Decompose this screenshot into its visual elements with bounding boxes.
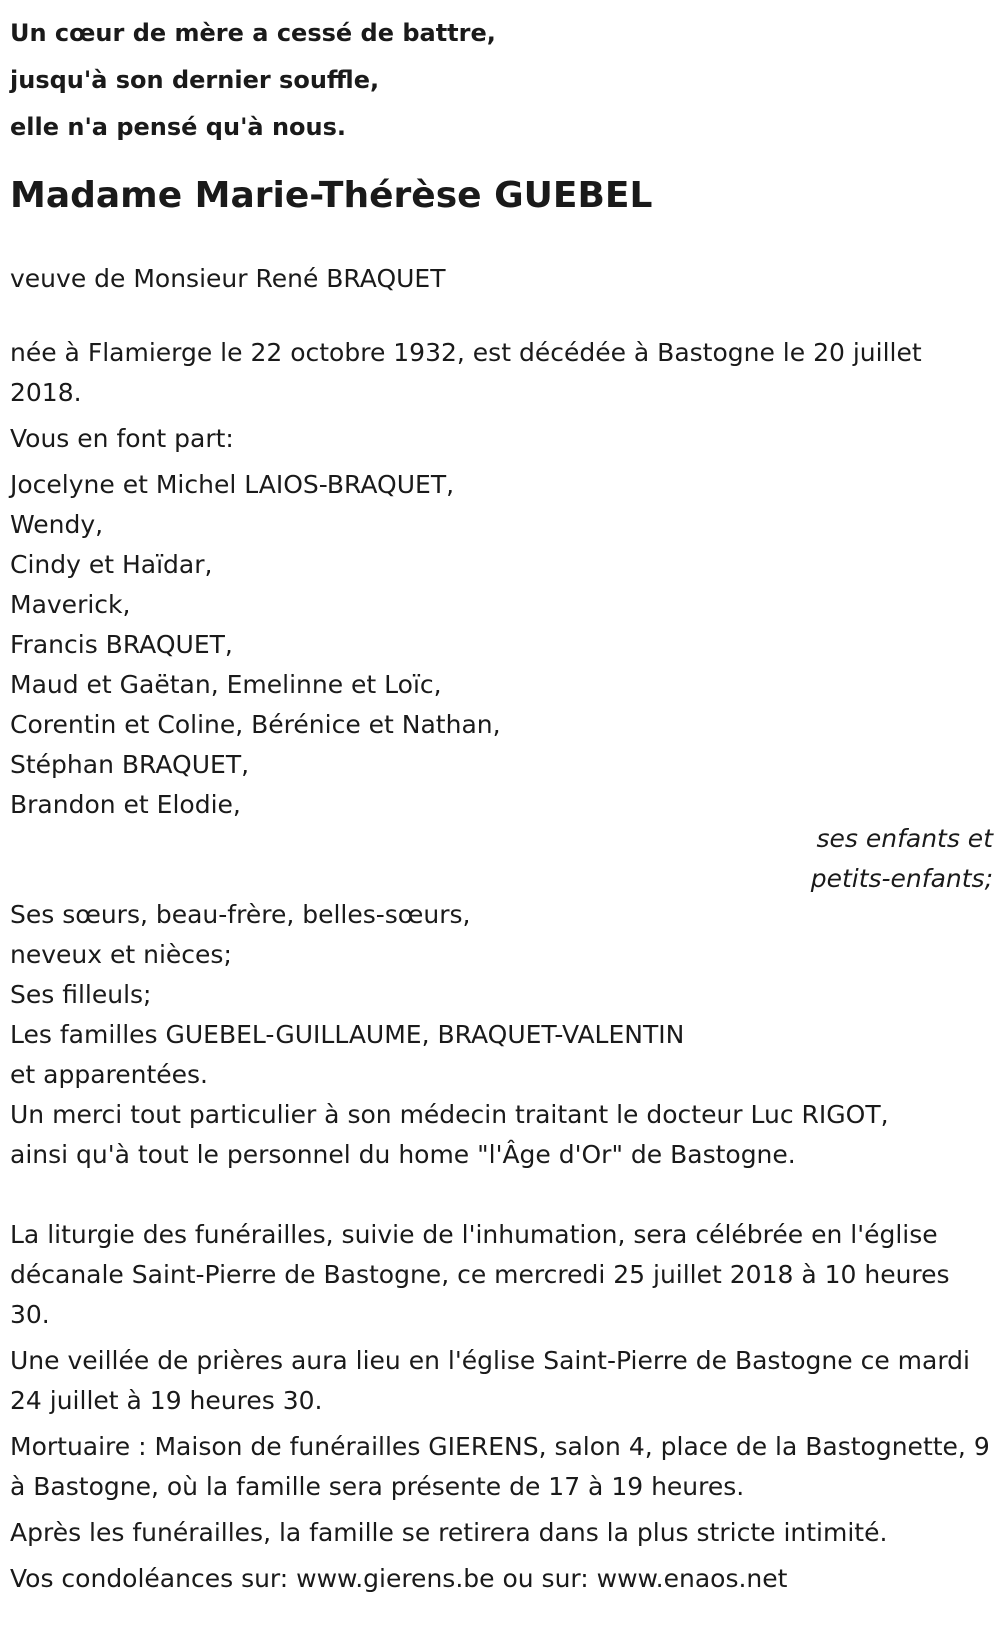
relation-line: petits-enfants; bbox=[810, 864, 993, 893]
epigraph bbox=[10, 10, 995, 151]
family-member: Brandon et Elodie, bbox=[10, 790, 241, 819]
family-member: Corentin et Coline, Bérénice et Nathan, bbox=[10, 710, 501, 739]
epigraph-line: jusqu'à son dernier souffle, bbox=[10, 66, 380, 94]
relation-line: ses enfants et bbox=[816, 824, 993, 853]
family-member: Francis BRAQUET, bbox=[10, 630, 233, 659]
thanks-line: ainsi qu'à tout le personnel du home "l'Âge d'Or" de Bastogne. bbox=[10, 1140, 796, 1169]
family-member: Jocelyne et Michel LAIOS-BRAQUET, bbox=[10, 470, 455, 499]
mortuary-info: Mortuaire : Maison de funérailles GIERENS, salon 4, place de la Bastognette, 9 à Bastogne, où la famille sera présente de 17 à 19 heures. bbox=[10, 1432, 990, 1501]
family-member: Cindy et Haïdar, bbox=[10, 550, 213, 579]
deceased-name: Madame Marie-Thérèse GUEBEL bbox=[10, 175, 653, 216]
relative-line: Ses filleuls; bbox=[10, 980, 152, 1009]
relative-line: et apparentées. bbox=[10, 1060, 208, 1089]
obituary-notice bbox=[10, 0, 995, 1599]
other-relatives bbox=[10, 895, 995, 1095]
relative-line: Les familles GUEBEL-GUILLAUME, BRAQUET-VALENTIN bbox=[10, 1020, 685, 1049]
relative-line: neveux et nièces; bbox=[10, 940, 232, 969]
family-member: Maud et Gaëtan, Emelinne et Loïc, bbox=[10, 670, 442, 699]
family-list bbox=[10, 465, 995, 825]
announce-text: Vous en font part: bbox=[10, 424, 234, 453]
condolences-info: Vos condoléances sur: www.gierens.be ou sur: www.enaos.net bbox=[10, 1564, 788, 1593]
thanks-message bbox=[10, 1095, 995, 1175]
family-member: Wendy, bbox=[10, 510, 104, 539]
family-member: Maverick, bbox=[10, 590, 131, 619]
widow-of: veuve de Monsieur René BRAQUET bbox=[10, 264, 446, 293]
family-relation bbox=[10, 819, 993, 899]
family-member: Stéphan BRAQUET, bbox=[10, 750, 250, 779]
after-funeral-info: Après les funérailles, la famille se retirera dans la plus stricte intimité. bbox=[10, 1518, 888, 1547]
epigraph-line: elle n'a pensé qu'à nous. bbox=[10, 113, 347, 141]
relative-line: Ses sœurs, beau-frère, belles-sœurs, bbox=[10, 900, 471, 929]
vigil-info: Une veillée de prières aura lieu en l'église Saint-Pierre de Bastogne ce mardi 24 juillet à 19 heures 30. bbox=[10, 1346, 970, 1415]
epigraph-line: Un cœur de mère a cessé de battre, bbox=[10, 19, 496, 47]
liturgy-info: La liturgie des funérailles, suivie de l'inhumation, sera célébrée en l'église décanale Saint-Pierre de Bastogne, ce mercredi 25 juillet 2018 à 10 heures 30. bbox=[10, 1220, 950, 1329]
thanks-line: Un merci tout particulier à son médecin traitant le docteur Luc RIGOT, bbox=[10, 1100, 889, 1129]
birth-death-info: née à Flamierge le 22 octobre 1932, est décédée à Bastogne le 20 juillet 2018. bbox=[10, 338, 922, 407]
